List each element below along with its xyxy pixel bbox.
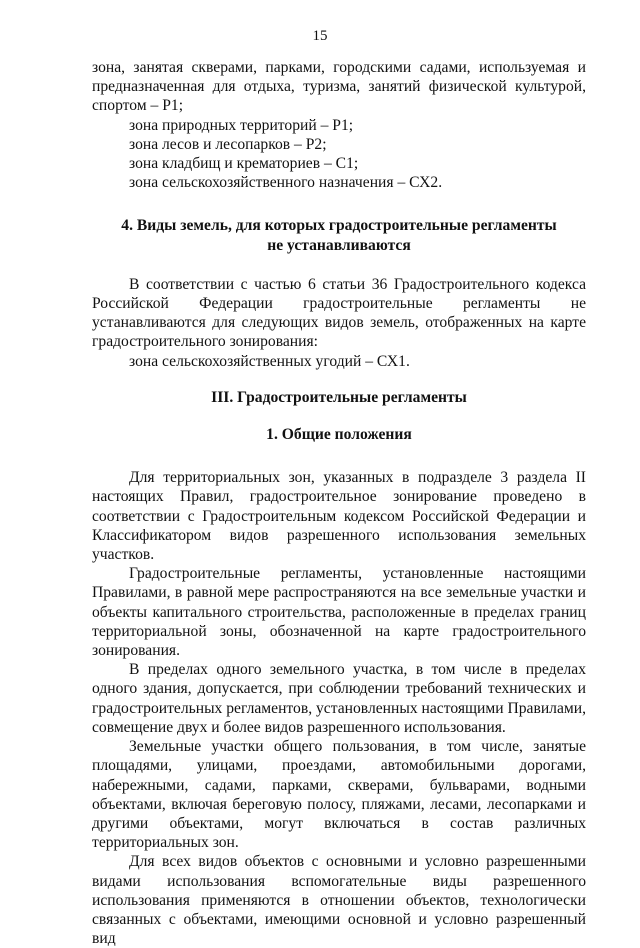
body-paragraph: В пределах одного земельного участка, в том числе в пределах одного здания, допускается, при соблюдении требований технических и градостроительных регламентов, установленных настоящими Правилами, совмещение двух и более видов разрешенного использования. [92, 661, 586, 736]
body-paragraph: Для всех видов объектов с основными и условно разрешенными видами использования вспомогательные виды разрешенного использования применяются в отношении объектов, технологически связанных с объектами, имеющими основной и условно разрешенный вид [92, 853, 586, 948]
list-item: зона природных территорий – Р1; [129, 116, 354, 134]
section-4-heading-line2: не устанавливаются [267, 236, 411, 254]
list-item: зона сельскохозяйственного назначения – СХ2. [129, 174, 443, 192]
body-paragraph: Для территориальных зон, указанных в подразделе 3 раздела II настоящих Правил, градостроительное зонирование проведено в соответствии с Градостроительным кодексом Российской Федерации и Классификатором видов разрешенного использования земельных участков. [92, 469, 586, 564]
part-3-heading: III. Градостроительные регламенты [211, 388, 467, 406]
intro-paragraph: зона, занятая скверами, парками, городскими садами, используемая и предназначенная для отдыха, туризма, занятий физической культурой, спортом – Р1; [92, 59, 586, 115]
section-4-paragraph: В соответствии с частью 6 статьи 36 Градостроительного кодекса Российской Федерации градостроительные регламенты не устанавливаются для следующих видов земель, отображенных на карте градостроительного зонирования: [92, 275, 586, 351]
subsection-1-heading: 1. Общие положения [266, 426, 412, 444]
section-4-heading-line1: 4. Виды земель, для которых градостроительные регламенты [121, 217, 557, 235]
body-paragraph: Земельные участки общего пользования, в том числе, занятые площадями, улицами, проездами, автомобильными дорогами, набережными, садами, парками, скверами, бульварами, водными объектами, включая береговую полосу, пляжами, лесами, лесопарками и другими объектами, могут включаться в состав различных территориальных зон. [92, 738, 586, 852]
section-4-list-item: зона сельскохозяйственных угодий – СХ1. [129, 352, 410, 370]
page-number: 15 [312, 28, 328, 44]
page-content [92, 58, 586, 948]
list-item: зона кладбищ и крематориев – С1; [129, 155, 359, 173]
body-paragraph: Градостроительные регламенты, установленные настоящими Правилами, в равной мере распространяются на все земельные участки и объекты капитального строительства, расположенные в пределах границ территориальной зоны, обозначенной на карте градостроительного зонирования. [92, 565, 586, 660]
section-4-heading [92, 216, 586, 254]
list-item: зона лесов и лесопарков – Р2; [129, 135, 327, 153]
zone-list [92, 116, 586, 193]
